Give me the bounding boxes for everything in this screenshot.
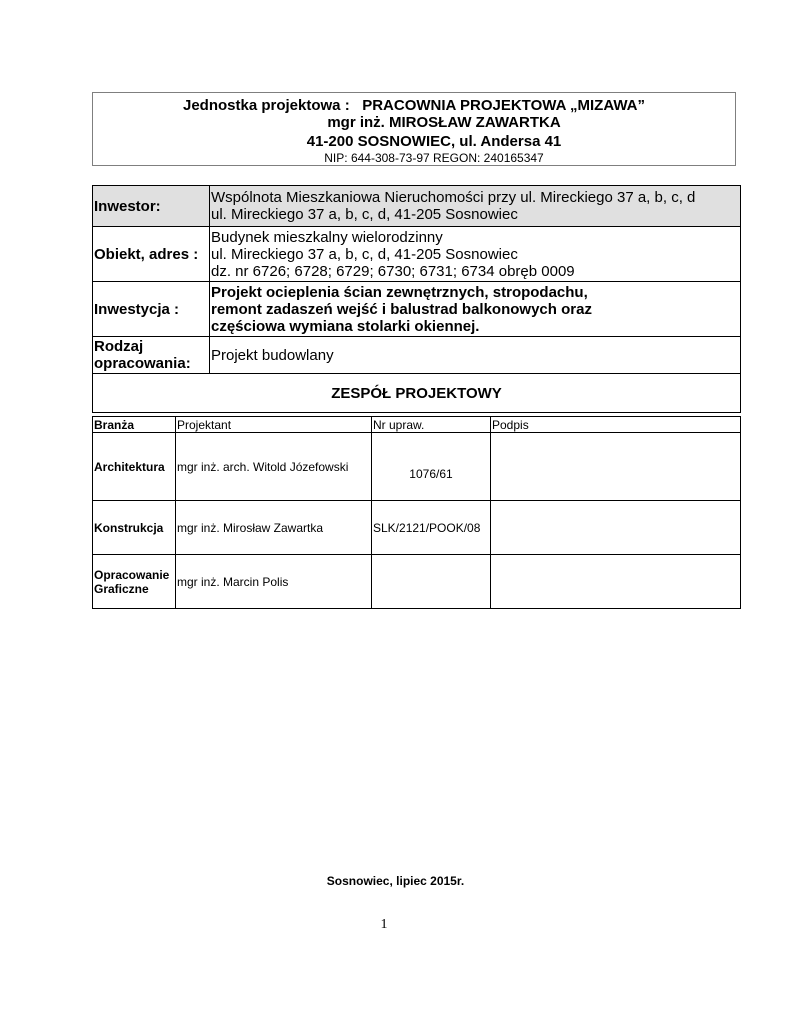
project-info-table — [92, 185, 741, 413]
branch-cell: Konstrukcja — [93, 501, 176, 555]
designer-cell: mgr inż. Mirosław Zawartka — [176, 501, 372, 555]
document-type-label-line-1: Rodzaj — [94, 338, 144, 355]
column-header-branch: Branża — [93, 417, 176, 433]
investor-value — [210, 186, 741, 227]
signature-cell — [491, 501, 741, 555]
design-unit-line — [93, 97, 735, 114]
object-type: Budynek mieszkalny wielorodzinny — [211, 228, 443, 246]
designer-cell: mgr inż. Marcin Polis — [176, 555, 372, 609]
engineer-name: mgr inż. MIROSŁAW ZAWARTKA — [327, 114, 561, 131]
column-header-signature: Podpis — [491, 417, 741, 433]
investment-value — [210, 282, 741, 337]
object-label: Obiekt, adres : — [93, 227, 210, 282]
design-unit-name: PRACOWNIA PROJEKTOWA „MIZAWA” — [362, 97, 645, 114]
license-cell — [372, 555, 491, 609]
branch-cell — [93, 555, 176, 609]
license-cell: SLK/2121/POOK/08 — [372, 501, 491, 555]
investor-name: Wspólnota Mieszkaniowa Nieruchomości przy ul. Mireckiego 37 a, b, c, d — [211, 189, 696, 206]
document-type-label-line-2: opracowania: — [94, 355, 191, 372]
object-plots: dz. nr 6726; 6728; 6729; 6730; 6731; 6734 obręb 0009 — [211, 262, 575, 280]
investment-line-3: częściowa wymiana stolarki okiennej. — [211, 317, 480, 335]
investment-label: Inwestycja : — [93, 282, 210, 337]
tax-ids: NIP: 644-308-73-97 REGON: 240165347 — [324, 151, 544, 165]
design-team-table — [92, 416, 741, 609]
object-value — [210, 227, 741, 282]
branch-cell-line-2: Graficzne — [94, 581, 149, 596]
team-header-row — [93, 417, 741, 433]
team-heading-row — [93, 374, 741, 413]
designer-cell: mgr inż. arch. Witold Józefowski — [176, 433, 372, 501]
table-row — [93, 501, 741, 555]
column-header-designer: Projektant — [176, 417, 372, 433]
branch-cell: Architektura — [93, 433, 176, 501]
document-type-row — [93, 337, 741, 374]
investment-line-1: Projekt ocieplenia ścian zewnętrznych, stropodachu, — [211, 283, 588, 301]
column-header-license: Nr upraw. — [372, 417, 491, 433]
signature-cell — [491, 555, 741, 609]
design-unit-label: Jednostka projektowa : — [182, 97, 350, 114]
investor-row — [93, 186, 741, 227]
table-row — [93, 433, 741, 501]
investor-address: ul. Mireckiego 37 a, b, c, d, 41-205 Sosnowiec — [211, 206, 518, 223]
signature-cell — [491, 433, 741, 501]
branch-cell-line-1: Opracowanie — [94, 567, 170, 582]
table-row — [93, 555, 741, 609]
document-type-value: Projekt budowlany — [210, 337, 741, 374]
investment-line-2: remont zadaszeń wejść i balustrad balkonowych oraz — [211, 300, 592, 318]
object-row — [93, 227, 741, 282]
design-unit-address: 41-200 SOSNOWIEC, ul. Andersa 41 — [306, 133, 562, 150]
investor-label: Inwestor: — [93, 186, 210, 227]
place-date: Sosnowiec, lipiec 2015r. — [326, 874, 465, 888]
document-type-label — [93, 337, 210, 374]
license-cell: 1076/61 — [372, 433, 491, 501]
page-number: 1 — [380, 917, 388, 932]
team-heading: ZESPÓŁ PROJEKTOWY — [93, 374, 741, 413]
investment-row — [93, 282, 741, 337]
object-address: ul. Mireckiego 37 a, b, c, d, 41-205 Sosnowiec — [211, 245, 518, 263]
design-unit-header — [92, 92, 736, 166]
